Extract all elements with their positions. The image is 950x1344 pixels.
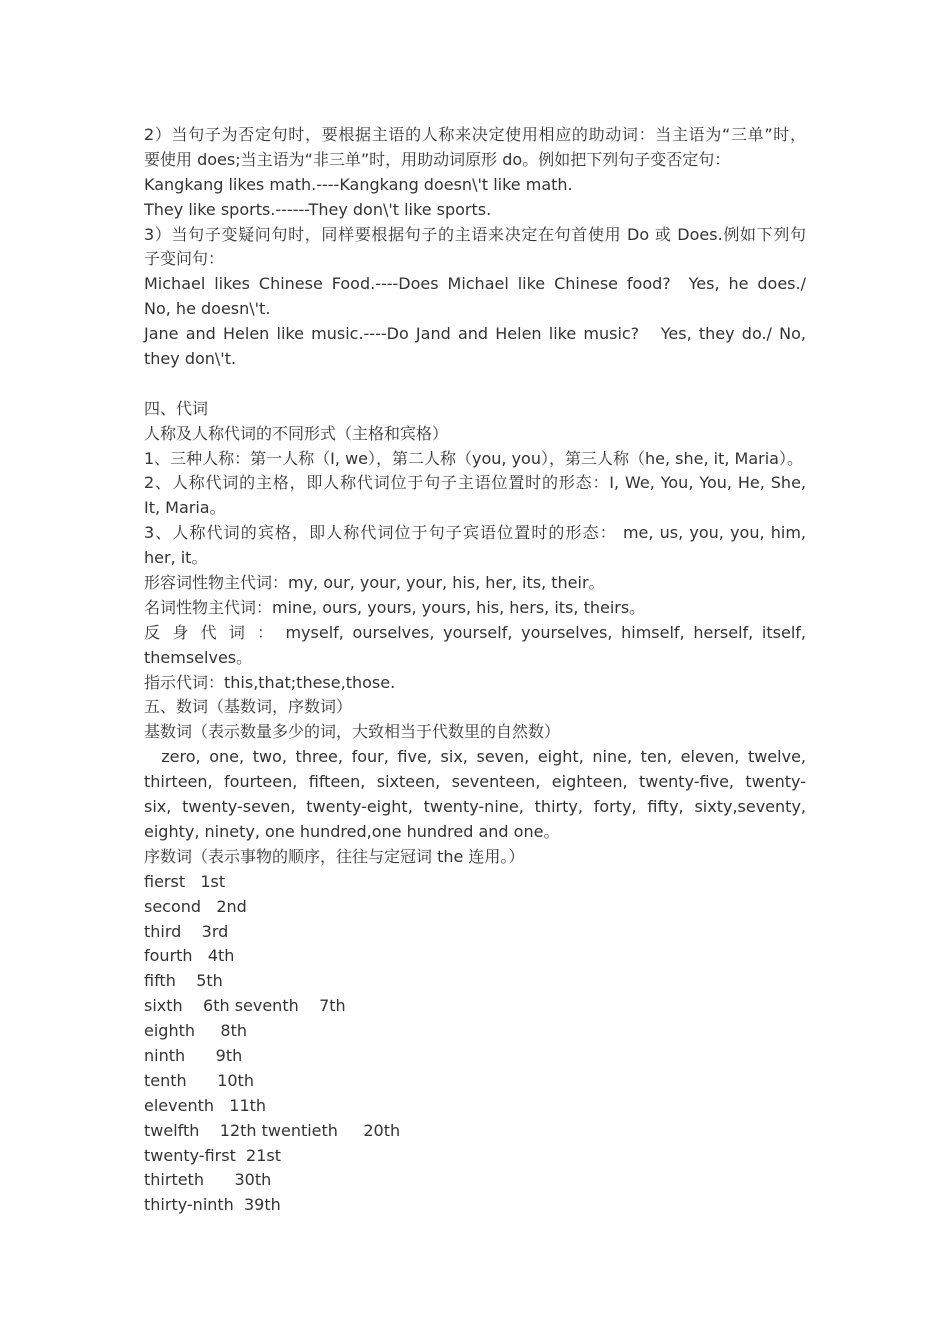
text-line: eighth 8th <box>144 1021 248 1041</box>
text-line: tenth 10th <box>144 1070 254 1090</box>
text-line: 3）当句子变疑问句时，同样要根据句子的主语来决定在句首使用 Do 或 Does.例如下列句 <box>144 224 806 244</box>
text-line: third 3rd <box>144 921 229 941</box>
text-line: twelfth 12th twentieth 20th <box>144 1120 401 1140</box>
text-line: 2、人称代词的主格，即人称代词位于句子主语位置时的形态：I, We, You, You, He, She, <box>144 473 806 493</box>
text-line: 名词性物主代词：mine, ours, yours, yours, his, hers, its, theirs。 <box>144 597 646 617</box>
text-line: 基数词（表示数量多少的词，大致相当于代数里的自然数） <box>144 722 561 742</box>
text-line: 序数词（表示事物的顺序，往往与定冠词 the 连用。） <box>144 846 525 866</box>
document-page <box>144 123 806 1218</box>
text-line: It, Maria。 <box>144 498 226 518</box>
text-line: fourth 4th <box>144 946 235 966</box>
text-line: thirty-ninth 39th <box>144 1195 281 1215</box>
text-line: They like sports.------They don\'t like sports. <box>144 199 492 219</box>
text-line: her, it。 <box>144 548 208 568</box>
text-line: ninth 9th <box>144 1045 243 1065</box>
text-line: six, twenty-seven, twenty-eight, twenty-nine, thirty, forty, fifty, sixty,seventy, <box>144 797 806 817</box>
text-line: 指示代词：this,that;these,those. <box>144 672 396 692</box>
text-line: eighty, ninety, one hundred,one hundred and one。 <box>144 821 560 841</box>
text-line: second 2nd <box>144 896 247 916</box>
text-line: 2）当句子为否定句时，要根据主语的人称来决定使用相应的助动词：当主语为“三单”时， <box>144 125 806 144</box>
text-line: 3、人称代词的宾格，即人称代词位于句子宾语位置时的形态： me, us, you, you, him, <box>144 523 806 543</box>
text-line: they don\'t. <box>144 349 237 369</box>
text-line: fifth 5th <box>144 971 223 991</box>
text-line: 四、代词 <box>144 398 209 418</box>
text-line: themselves。 <box>144 647 253 667</box>
text-line: zero, one, two, three, four, five, six, seven, eight, nine, ten, eleven, twelve, <box>144 747 806 767</box>
text-line: twenty-first 21st <box>144 1145 281 1165</box>
text-line: sixth 6th seventh 7th <box>144 996 346 1016</box>
text-line: 1、三种人称：第一人称（I, we），第二人称（you, you），第三人称（he, she, it, Maria）。 <box>144 448 803 468</box>
text-line: 形容词性物主代词：my, our, your, your, his, her, its, their。 <box>144 573 605 593</box>
text-line: 子变问句： <box>144 249 225 269</box>
text-line: 五、数词（基数词，序数词） <box>144 697 353 717</box>
text-line: eleventh 11th <box>144 1095 267 1115</box>
text-line: 反 身 代 词 ： myself, ourselves, yourself, yourselves, himself, herself, itself, <box>144 622 806 642</box>
text-line: 人称及人称代词的不同形式（主格和宾格） <box>144 423 449 443</box>
text-line: thirteen, fourteen, fifteen, sixteen, seventeen, eighteen, twenty-five, twenty- <box>144 772 806 792</box>
text-line: 要使用 does;当主语为“非三单”时，用助动词原形 do。例如把下列句子变否定句： <box>144 149 731 169</box>
text-line: fierst 1st <box>144 871 226 891</box>
text-line: Michael likes Chinese Food.----Does Michael like Chinese food? Yes, he does./ <box>144 274 806 294</box>
text-line: Jane and Helen like music.----Do Jand and Helen like music? Yes, they do./ No, <box>144 324 806 344</box>
blank-line <box>144 372 806 397</box>
text-line: thirteth 30th <box>144 1170 272 1190</box>
text-line: Kangkang likes math.----Kangkang doesn\'t like math. <box>144 174 573 194</box>
text-line: No, he doesn\'t. <box>144 299 271 319</box>
